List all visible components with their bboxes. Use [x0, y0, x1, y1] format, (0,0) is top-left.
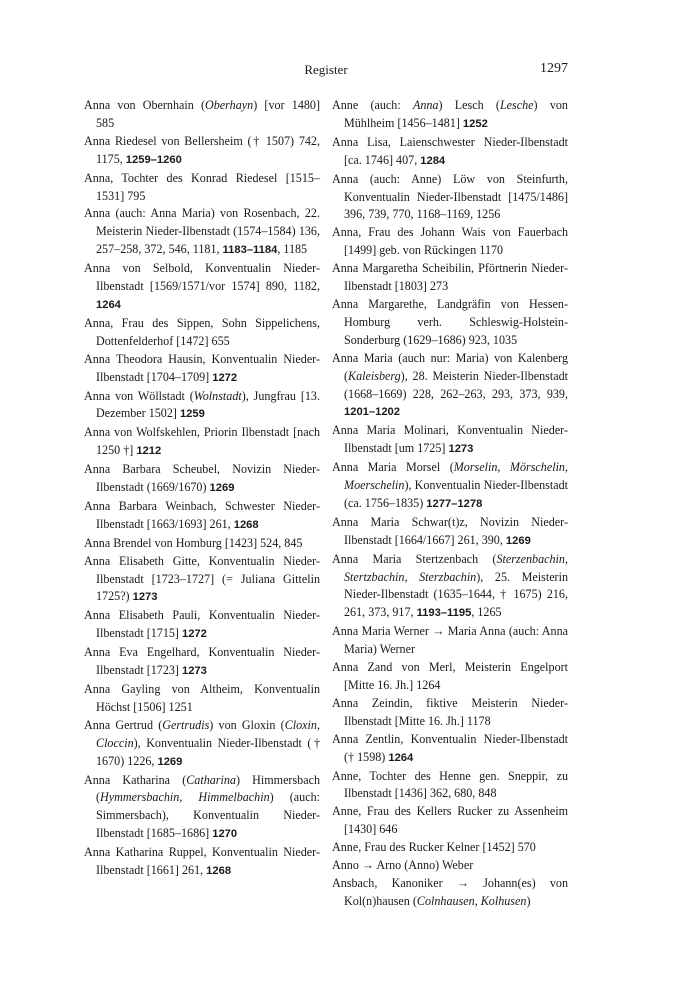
- variant-spelling: Catharina: [186, 772, 236, 787]
- index-entry: Anna Lisa, Laienschwester Nieder-Ilbenstadt [ca. 1746] 407, 1284: [332, 134, 568, 167]
- index-entry: Anne, Frau des Kellers Rucker zu Assenheim [1430] 646: [332, 804, 568, 837]
- index-entry: Anna Zeindin, fiktive Meisterin Nieder-Ilbenstadt [Mitte 16. Jh.] 1178: [332, 695, 568, 728]
- main-page-reference: 1269: [157, 755, 183, 768]
- main-page-reference: 1259: [179, 408, 205, 421]
- running-header: [84, 62, 568, 80]
- index-entry: Anno → Arno (Anno) Weber: [332, 858, 474, 873]
- main-page-reference: 1269: [209, 482, 235, 495]
- index-entry: Anna Elisabeth Pauli, Konventualin Nieder-Ilbenstadt [1715] 1272: [84, 608, 320, 641]
- main-page-reference: 1284: [420, 154, 446, 167]
- variant-spelling: Himmelbachin: [198, 790, 270, 805]
- main-page-reference: 1277–1278: [426, 497, 483, 510]
- index-entry: Anna von Wolfskehlen, Priorin Ilbenstadt [nach 1250 †] 1212: [84, 425, 320, 458]
- variant-spelling: Colnhausen: [416, 893, 475, 908]
- index-entry: Anna Riedesel von Bellersheim († 1507) 742, 1175, 1259–1260: [84, 133, 320, 166]
- index-entry: Anna Margarethe, Landgräfin von Hessen-Homburg verh. Schleswig-Holstein-Sonderburg (1629–1686) 923, 1035: [332, 296, 568, 347]
- index-entry: Anna Zand von Merl, Meisterin Engelport [Mitte 16. Jh.] 1264: [332, 660, 568, 692]
- variant-spelling: Anna: [412, 98, 439, 112]
- main-page-reference: 1272: [181, 628, 207, 641]
- variant-spelling: Gertrudis: [162, 717, 210, 732]
- variant-spelling: Mörschelin: [509, 460, 565, 475]
- index-entry: Anna Brendel von Homburg [1423] 524, 845: [84, 535, 303, 550]
- index-entry: Anna, Frau des Sippen, Sohn Sippelichens, Dottenfelderhof [1472] 655: [84, 315, 320, 348]
- index-entry: Anna von Obernhain (Oberhayn) [vor 1480] 585: [84, 98, 320, 130]
- variant-spelling: Lesche: [499, 98, 534, 112]
- index-entry: Anne (auch: Anna) Lesch (Lesche) von Mühlheim [1456–1481] 1252: [332, 98, 568, 130]
- main-page-reference: 1193–1195: [416, 607, 472, 620]
- index-entry: Anna Maria Molinari, Konventualin Nieder-Ilbenstadt [um 1725] 1273: [332, 423, 568, 456]
- index-entry: Anne, Frau des Rucker Kelner [1452] 570: [332, 840, 536, 855]
- main-page-reference: 1183–1184: [222, 244, 278, 257]
- index-entry: Anna Barbara Weinbach, Schwester Nieder-Ilbenstadt [1663/1693] 261, 1268: [84, 498, 320, 531]
- index-entry: Anna Maria Schwar(t)z, Novizin Nieder-Ilbenstadt [1664/1667] 261, 390, 1269: [332, 514, 568, 547]
- variant-spelling: Morselin: [453, 460, 498, 475]
- index-entry: Anna Katharina (Catharina) Himmersbach (Hymmersbachin, Himmelbachin) (auch: Simmersbach), Konventualin Nieder-Ilbenstadt [1685–1686] 1270: [84, 772, 320, 841]
- index-entry: Anna Elisabeth Gitte, Konventualin Nieder-Ilbenstadt [1723–1727] (= Juliana Gittelin 1725?) 1273: [84, 553, 320, 604]
- index-entry: Anna Gertrud (Gertrudis) von Gloxin (Cloxin, Cloccin), Konventualin Nieder-Ilbenstadt († 1670) 1226, 1269: [84, 717, 320, 768]
- variant-spelling: Sterzbachin: [419, 569, 477, 584]
- left-column: [84, 97, 320, 881]
- main-page-reference: 1273: [448, 443, 474, 456]
- variant-spelling: Hymmersbachin: [100, 790, 180, 805]
- variant-spelling: Cloccin: [96, 735, 134, 750]
- index-entry: Anna Margaretha Scheibilin, Pförtnerin Nieder-Ilbenstadt [1803] 273: [332, 261, 568, 294]
- main-page-reference: 1272: [212, 371, 238, 384]
- index-entry: Anna von Selbold, Konventualin Nieder-Ilbenstadt [1569/1571/vor 1574] 890, 1182, 1264: [84, 261, 320, 311]
- main-page-reference: 1269: [505, 534, 531, 547]
- index-entry: Anne, Tochter des Henne gen. Sneppir, zu Ilbenstadt [1436] 362, 680, 848: [332, 768, 568, 801]
- index-entry: Anna Barbara Scheubel, Novizin Nieder-Ilbenstadt (1669/1670) 1269: [84, 462, 320, 495]
- variant-spelling: Oberhayn: [205, 98, 254, 112]
- main-page-reference: 1259–1260: [125, 153, 182, 166]
- index-entry: Anna, Tochter des Konrad Riedesel [1515–1531] 795: [84, 170, 320, 203]
- index-entry: Anna Maria Stertzenbach (Sterzenbachin, Stertzbachin, Sterzbachin), 25. Meisterin Nieder-Ilbenstadt (1635–1644, † 1675) 216, 261, 373, 917, 1193–1195, 1265: [332, 551, 568, 620]
- variant-spelling: Sterzenbachin: [496, 551, 565, 566]
- variant-spelling: Kaleisberg: [348, 368, 401, 383]
- main-page-reference: 1268: [206, 865, 232, 878]
- main-page-reference: 1212: [136, 445, 162, 458]
- main-page-reference: 1264: [96, 298, 121, 311]
- index-entry: Anna Maria Morsel (Morselin, Mörschelin, Moerschelin), Konventualin Nieder-Ilbenstadt (ca. 1756–1835) 1277–1278: [332, 460, 569, 510]
- running-title: Register: [304, 62, 348, 77]
- index-entry: Ansbach, Kanoniker → Johann(es) von Kol(n)hausen (Colnhausen, Kolhusen): [332, 875, 568, 908]
- index-entry: Anna Maria (auch nur: Maria) von Kalenberg (Kaleisberg), 28. Meisterin Nieder-Ilbenstadt (1668–1669) 228, 262–263, 293, 373, 939, 1201–1202: [332, 350, 568, 419]
- variant-spelling: Moerschelin: [344, 478, 405, 493]
- variant-spelling: Kolhusen: [480, 893, 527, 908]
- page-number: 1297: [540, 61, 568, 76]
- main-page-reference: 1201–1202: [344, 406, 400, 419]
- index-entry: Anna Eva Engelhard, Konventualin Nieder-Ilbenstadt [1723] 1273: [84, 645, 320, 678]
- index-entry: Anna Maria Werner → Maria Anna (auch: Anna Maria) Werner: [332, 624, 568, 657]
- index-entry: Anna Gayling von Altheim, Konventualin Höchst [1506] 1251: [84, 682, 320, 714]
- right-column: [332, 97, 568, 911]
- main-page-reference: 1252: [462, 117, 488, 130]
- index-entry: Anna (auch: Anna Maria) von Rosenbach, 22. Meisterin Nieder-Ilbenstadt (1574–1584) 136, 257–258, 372, 546, 1181, 1183–1184, 1185: [84, 206, 320, 257]
- index-entry: Anna von Wöllstadt (Wolnstadt), Jungfrau [13. Dezember 1502] 1259: [84, 388, 320, 421]
- index-entry: Anna Zentlin, Konventualin Nieder-Ilbenstadt († 1598) 1264: [332, 731, 568, 764]
- main-page-reference: 1264: [388, 751, 414, 764]
- variant-spelling: Stertzbachin: [344, 569, 405, 584]
- main-page-reference: 1273: [181, 665, 207, 678]
- main-page-reference: 1268: [233, 518, 259, 531]
- index-entry: Anna Katharina Ruppel, Konventualin Nieder-Ilbenstadt [1661] 261, 1268: [84, 845, 320, 878]
- index-entry: Anna (auch: Anne) Löw von Steinfurth, Konventualin Nieder-Ilbenstadt [1475/1486] 396, 739, 770, 1168–1169, 1256: [332, 171, 568, 222]
- index-entry: Anna Theodora Hausin, Konventualin Nieder-Ilbenstadt [1704–1709] 1272: [84, 351, 320, 384]
- index-entry: Anna, Frau des Johann Wais von Fauerbach [1499] geb. von Rückingen 1170: [332, 225, 568, 258]
- variant-spelling: Wolnstadt: [193, 388, 242, 403]
- main-page-reference: 1273: [132, 591, 158, 604]
- variant-spelling: Cloxin: [284, 717, 317, 732]
- main-page-reference: 1270: [212, 828, 238, 841]
